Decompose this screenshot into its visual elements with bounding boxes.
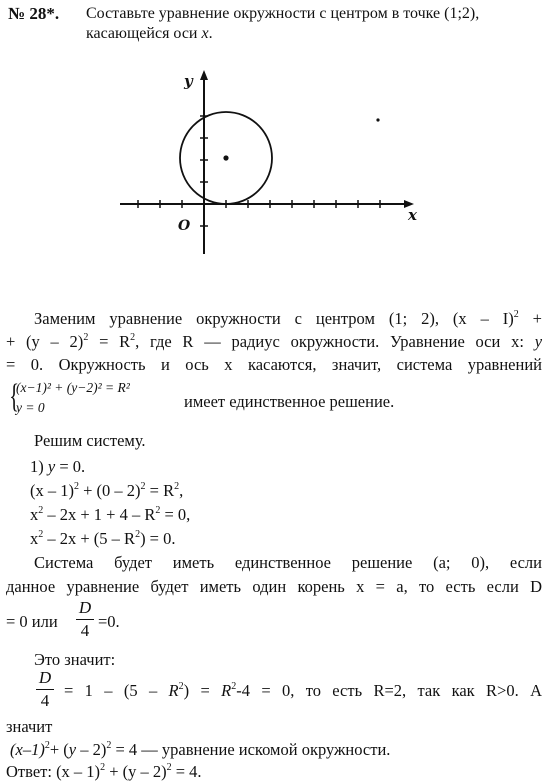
condition-line-1: Система будет иметь единственное решение (a; 0), если	[34, 553, 542, 572]
problem-end: .	[208, 25, 213, 42]
step-4: $x^2 - 2x + (5 - R^2) = 0$.	[30, 529, 176, 548]
condition-line-3b: =0.	[98, 612, 120, 631]
problem-statement	[86, 4, 548, 44]
step-3: $x^2 - 2x + 1 + 4 - R^2 = 0$,	[30, 505, 191, 524]
means-heading: Это значит:	[34, 650, 116, 669]
condition-line-3a: = 0 или	[6, 612, 58, 631]
problem-number: № 28*.	[8, 4, 60, 23]
step-2: $(x - 1)^2 + (0 - 2)^2 = R^2$,	[30, 481, 184, 500]
condition-line-2: данное уравнение будет иметь один корень x = a, то есть если D	[6, 577, 542, 596]
system-brace: {	[9, 378, 20, 415]
equation-system	[6, 379, 186, 419]
y-axis-arrow	[200, 70, 208, 80]
problem-axis: x	[201, 25, 209, 42]
problem-text: Составьте уравнение окружности с центром в точке (1;2), касающейся оси	[86, 5, 480, 42]
solution-line-1: Заменим уравнение окружности с центром (1; 2), (x – I)$^2$ +	[34, 309, 542, 328]
solution-line-2: + $(y - 2)^2 = R^2$, где R — радиус окружности. Уравнение оси x: y	[6, 332, 543, 351]
fraction-d-over-4: D 4	[76, 598, 94, 641]
stray-mark	[376, 118, 379, 121]
so-line: значит	[6, 717, 53, 736]
origin-label: O	[178, 218, 191, 234]
discriminant-line: = $1 - (5 - R^2) = R^2-4 = 0$, то есть R=2, так как R>0. А	[64, 681, 542, 700]
system-tail: имеет единственное решение.	[184, 392, 395, 411]
x-axis-label: x	[408, 206, 417, 224]
final-equation: $(x-1)^2+ (y - 2)^2 = 4$ — уравнение искомой окружности.	[10, 740, 391, 759]
y-axis-label: y	[184, 72, 193, 90]
answer-line: Ответ: (x – 1)$^2$ + (y – 2)$^2$ = 4.	[6, 762, 202, 781]
fraction-d-over-4-2: D 4	[36, 668, 54, 711]
solve-heading: Решим систему.	[34, 431, 146, 450]
system-row-2: y = 0	[16, 400, 45, 415]
circle-diagram	[110, 68, 430, 258]
step-1: 1) y = 0.	[30, 457, 86, 476]
circle-center	[223, 155, 228, 160]
system-row-1: (x−1)² + (y−2)² = R²	[16, 380, 130, 395]
solution-line-3: = 0. Окружность и ось x касаются, значит, система уравнений	[6, 355, 542, 374]
